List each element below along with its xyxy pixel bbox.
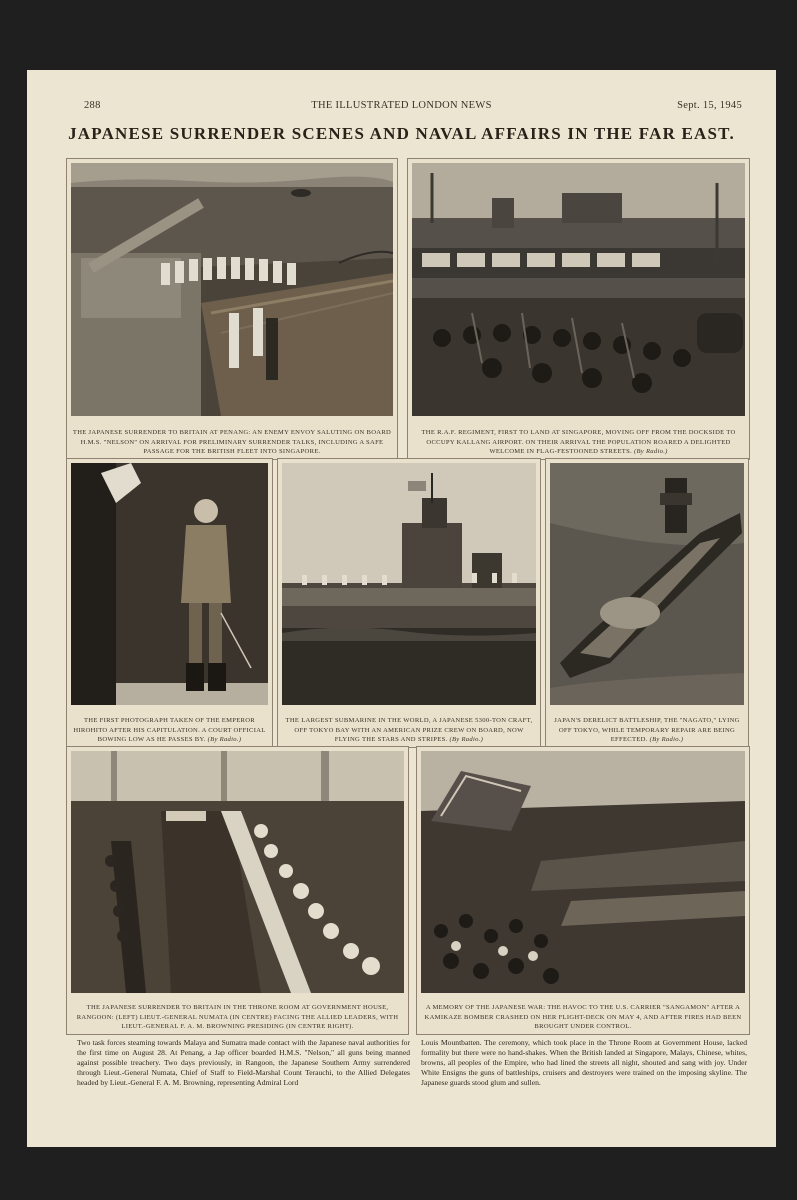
photo-panel-emperor [66, 458, 273, 748]
caption-submarine [282, 716, 536, 744]
caption-nagato-text: JAPAN'S DERELICT BATTLESHIP, THE "NAGATO," LYING OFF TOKYO, WHILE TEMPORARY REPAIR ARE BEING EFFECTED. [554, 717, 740, 743]
caption-emperor [71, 716, 268, 744]
magazine-page [27, 70, 776, 1147]
caption-nagato [550, 716, 744, 744]
caption-submarine-text: THE LARGEST SUBMARINE IN THE WORLD, A JAPANESE 5300-TON CRAFT, OFF TOKYO BAY WITH AN AMERICAN PRIZE CREW ON BOARD, NOW FLYING THE STARS AND STRIPES. [285, 717, 533, 743]
page-number: 288 [84, 100, 101, 111]
body-text-right: Louis Mountbatten. The ceremony, which took place in the Throne Room at Government House, lacked formality but there were no hand-shakes. When the British landed at Singapore, Malays, Chinese, whites, browns, all peoples of the Empire, who had lined the streets all night, shouted and sang with joy. Under White Ensigns the guns of battleships, cruisers and destroyers were trained on the imposing skyline. The Japanese guards stood glum and sullen. [421, 1038, 747, 1087]
photo-panel-submarine [277, 458, 541, 748]
caption-emperor-credit: (By Radio.) [207, 735, 242, 743]
photo-carrier-sangamon [421, 751, 745, 993]
caption-sangamon: A MEMORY OF THE JAPANESE WAR: THE HAVOC TO THE U.S. CARRIER "SANGAMON" AFTER A KAMIKAZE BOMBER CRASHED ON HER FLIGHT-DECK ON MAY 4, AND AFTER FIRES HAD BEEN BROUGHT UNDER CONTROL. [424, 1004, 742, 1030]
caption-raf-text: THE R.A.F. REGIMENT, FIRST TO LAND AT SINGAPORE, MOVING OFF FROM THE DOCKSIDE TO OCCUPY KALLANG AIRPORT. ON THEIR ARRIVAL THE POPULATION ROARED A DELIGHTED WELCOME IN FLAG-FESTOONED STREETS. [421, 429, 736, 455]
caption-penang: THE JAPANESE SURRENDER TO BRITAIN AT PENANG: AN ENEMY ENVOY SALUTING ON BOARD H.M.S. "NELSON" ON ARRIVAL FOR PRELIMINARY SURRENDER TALKS, INCLUDING A SAFE PASSAGE FOR THE BRITISH FLEET INTO SINGAPORE. [72, 429, 392, 455]
publication-name: THE ILLUSTRATED LONDON NEWS [311, 100, 492, 111]
photo-panel-nagato [545, 458, 749, 748]
photo-rangoon-throne-room [71, 751, 404, 993]
photo-penang [71, 163, 393, 416]
photo-panel-raf-singapore [407, 158, 750, 460]
photo-submarine [282, 463, 536, 705]
caption-rangoon: THE JAPANESE SURRENDER TO BRITAIN IN THE THRONE ROOM AT GOVERNMENT HOUSE, RANGOON: (LEFT) LIEUT.-GENERAL NUMATA (IN CENTRE) FACING THE ALLIED LEADERS, WITH LIEUT.-GENERAL F. A. M. BROWNING PRESIDING (IN CENTRE RIGHT). [76, 1004, 399, 1030]
issue-date: Sept. 15, 1945 [677, 100, 742, 111]
caption-raf-credit: (By Radio.) [633, 447, 668, 455]
page-title: JAPANESE SURRENDER SCENES AND NAVAL AFFAIRS IN THE FAR EAST. [68, 124, 735, 143]
photo-emperor-hirohito [71, 463, 268, 705]
photo-panel-sangamon [416, 746, 750, 1035]
photo-panel-penang [66, 158, 398, 460]
caption-submarine-credit: (By Radio.) [449, 735, 484, 743]
photo-panel-rangoon [66, 746, 409, 1035]
caption-raf-singapore [412, 428, 745, 456]
caption-nagato-credit: (By Radio.) [649, 735, 684, 743]
caption-emperor-text: THE FIRST PHOTOGRAPH TAKEN OF THE EMPEROR HIROHITO AFTER HIS CAPITULATION. A COURT OFFICIAL BOWING LOW AS HE PASSES BY. [73, 717, 266, 743]
photo-battleship-nagato [550, 463, 744, 705]
body-text-left: Two task forces steaming towards Malaya and Sumatra made contact with the Japanese naval authorities for the first time on August 28. At Penang, a Jap officer boarded H.M.S. "Nelson," all guns being manned against possible treachery. Two days previously, in Rangoon, the Japanese Southern Army surrendered through Lieut.-General Numata, Chief of Staff to Field-Marshal Count Terauchi, to the Allied Delegates headed by Lieut.-General F. A. M. Browning, representing Admiral Lord [77, 1038, 410, 1087]
photo-raf-singapore [412, 163, 745, 416]
